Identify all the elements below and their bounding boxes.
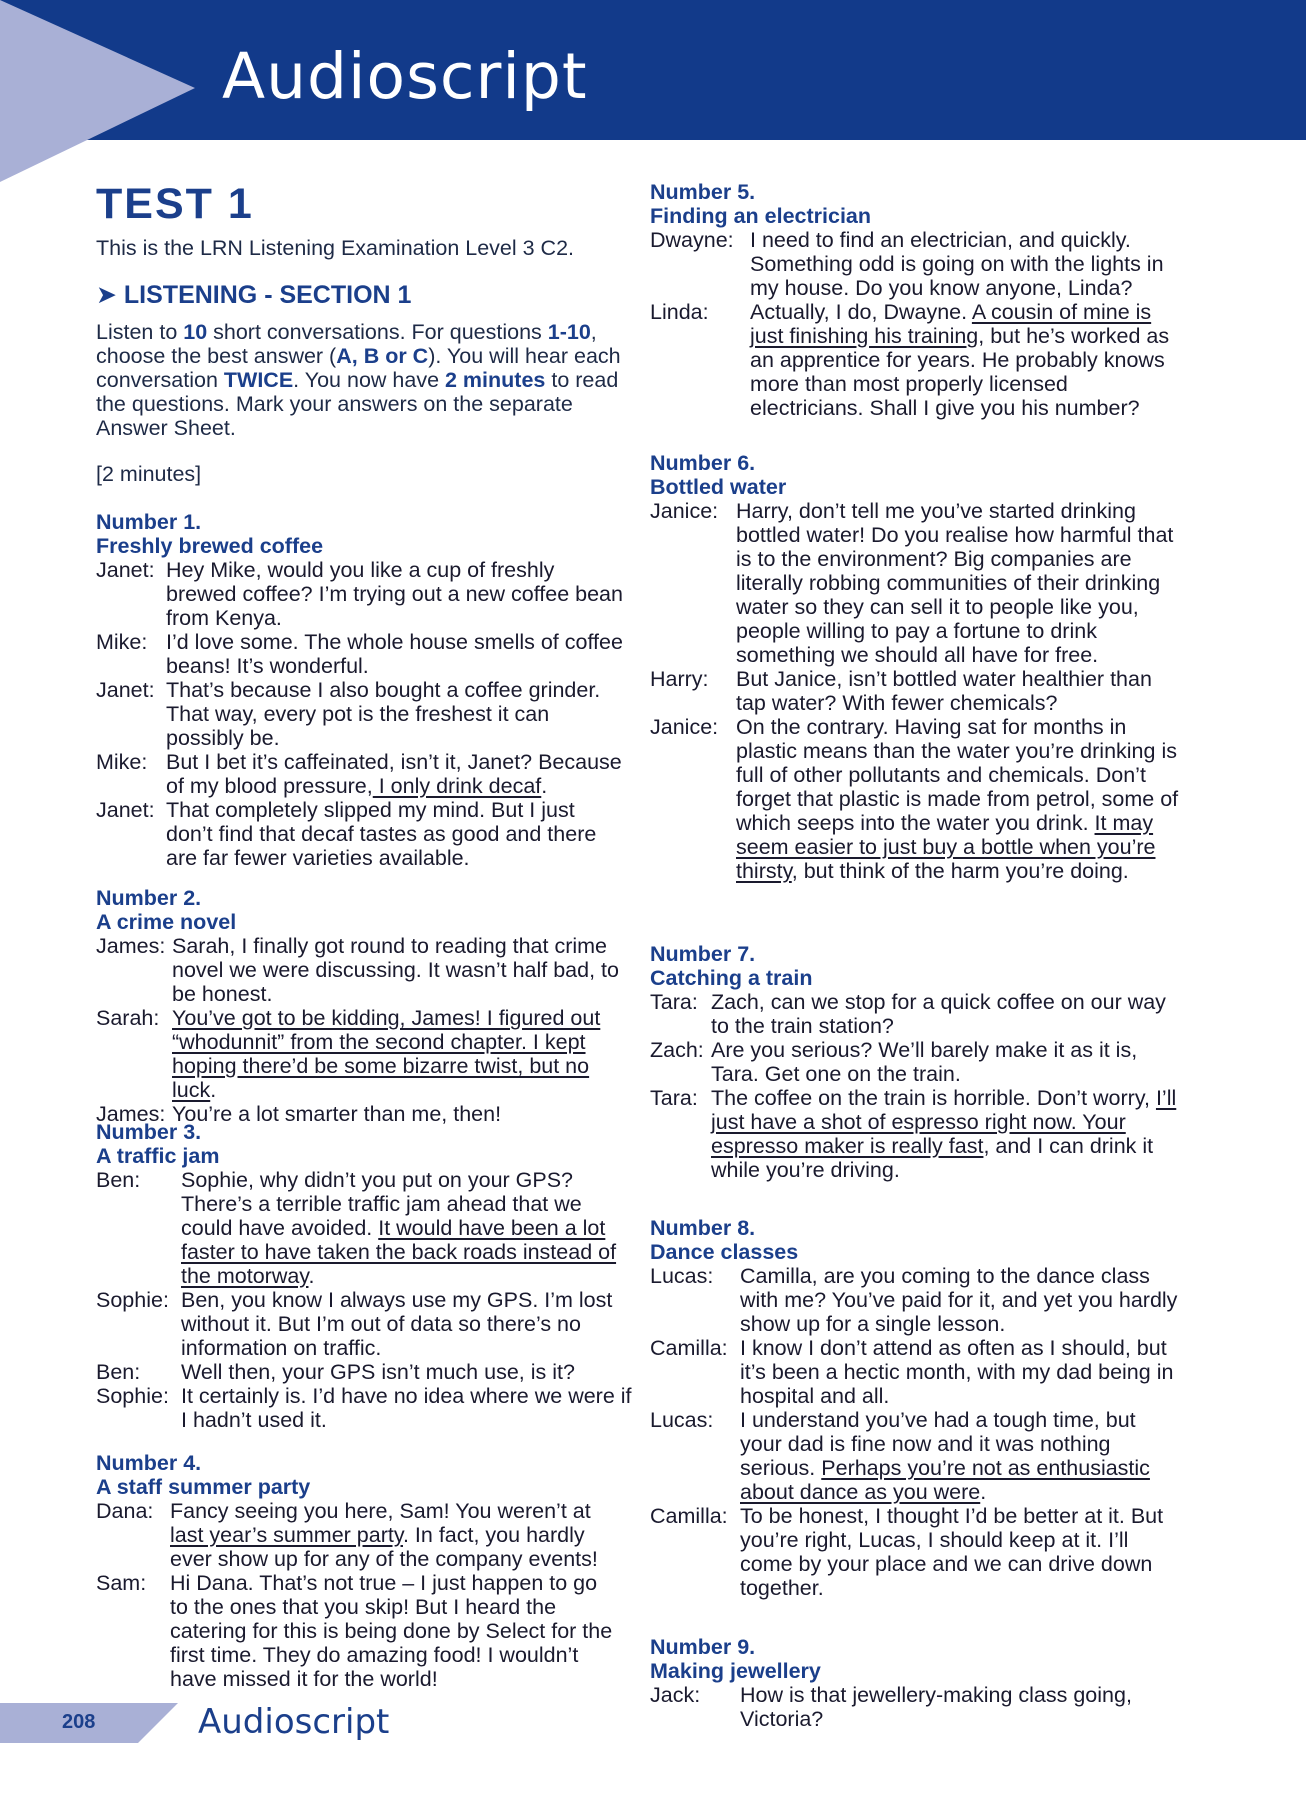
dialogue-line	[96, 1006, 636, 1102]
dialogue-text-part: Actually, I do, Dwayne.	[750, 300, 972, 324]
speaker-name: Sarah:	[96, 1006, 160, 1030]
speaker-name: Dwayne:	[650, 228, 734, 252]
test-title: TEST 1	[96, 180, 254, 228]
dialogue-text-part: That completely slipped my mind. But I just don’t find that decaf tastes as good and there are far fewer varieties available.	[166, 798, 597, 870]
speaker-name: Lucas:	[650, 1408, 714, 1432]
underlined-answer: I’ll just have a shot of espresso right now. Your espresso maker is really fast	[711, 1086, 1177, 1158]
conversation-number: Number 7.	[650, 942, 756, 966]
conversation-topic: Freshly brewed coffee	[96, 534, 324, 558]
dialogue-text-part: .	[210, 1078, 217, 1102]
dialogue-line	[650, 667, 1180, 715]
dialogue-text-part: Sarah, I finally got round to reading that crime novel we were discussing. It wasn’t half bad, to be honest.	[172, 934, 619, 1006]
dialogue-text-part: I need to find an electrician, and quickly. Something odd is going on with the lights in my house. Do you know anyone, Linda?	[750, 228, 1164, 300]
dialogue-line	[96, 1288, 636, 1360]
dialogue-text	[181, 1360, 636, 1384]
dialogue-text-part: To be honest, I thought I’d be better at it. But you’re right, Lucas, I should keep at it. I’ll come by your place and we can drive down together.	[740, 1504, 1164, 1600]
dialogue-text	[736, 667, 1180, 715]
dialogue-text-part: , and I can drink it while you’re driving.	[711, 1134, 1154, 1182]
dialogue-text-part: Fancy seeing you here, Sam! You weren’t at	[170, 1499, 591, 1523]
conversation-number: Number 2.	[96, 886, 202, 910]
dialogue-text-part: I know I don’t attend as often as I should, but it’s been a hectic month, with my dad being in hospital and all.	[740, 1336, 1174, 1408]
conversation-number: Number 9.	[650, 1635, 756, 1659]
dialogue-line	[96, 1499, 616, 1571]
dialogue-text-part: On the contrary. Having sat for months in plastic means than the water you’re drinking is full of other pollutants and chemicals. Don’t forget that plastic is made from petrol, some of which seeps into the water you drink.	[736, 715, 1179, 835]
conversation-7	[650, 942, 1180, 1182]
dialogue-line	[650, 1683, 1170, 1731]
dialogue-line	[650, 715, 1180, 883]
dialogue-text-part: .	[308, 1264, 315, 1288]
speaker-name: Mike:	[96, 630, 148, 654]
dialogue-text	[170, 1571, 616, 1691]
dialogue-line	[650, 1086, 1180, 1182]
speaker-name: Mike:	[96, 750, 148, 774]
dialogue-text-part: The coffee on the train is horrible. Don’t worry,	[711, 1086, 1156, 1110]
dialogue-text	[740, 1408, 1180, 1504]
conversation-topic: Catching a train	[650, 966, 813, 990]
dialogue-line	[650, 300, 1170, 420]
conversation-topic: Bottled water	[650, 475, 787, 499]
dialogue-text	[181, 1288, 636, 1360]
speaker-name: James:	[96, 934, 166, 958]
dialogue-text	[750, 300, 1170, 420]
dialogue-line	[96, 1360, 636, 1384]
dialogue-text-part: Hi Dana. That’s not true – I just happen to go to the ones that you skip! But I heard the catering for this is being done by Select for the first time. They do amazing food! I wouldn’t have missed it for the world!	[170, 1571, 613, 1691]
dialogue-text-part: It certainly is. I’d have no idea where we were if I hadn’t used it.	[181, 1384, 632, 1432]
dialogue-text-part: You’re a lot smarter than me, then!	[172, 1102, 502, 1126]
dialogue-text-part: . In fact, you hardly ever show up for any of the company events!	[170, 1523, 598, 1571]
dialogue-text	[166, 678, 626, 750]
dialogue-text-part: But Janice, isn’t bottled water healthier than tap water? With fewer chemicals?	[736, 667, 1152, 715]
conversation-topic: A traffic jam	[96, 1144, 220, 1168]
dialogue-text-part: That’s because I also bought a coffee grinder. That way, every pot is the freshest it can possibly be.	[166, 678, 601, 750]
speaker-name: Harry:	[650, 667, 709, 691]
speaker-name: Janice:	[650, 499, 719, 523]
dialogue-text	[750, 228, 1170, 300]
underlined-answer: Perhaps you’re not as enthusiastic about dance as you were	[740, 1456, 1150, 1504]
section-heading	[96, 280, 411, 310]
speaker-name: Ben:	[96, 1168, 141, 1192]
dialogue-line	[96, 630, 626, 678]
dialogue-text	[711, 990, 1180, 1038]
conversation-topic: Finding an electrician	[650, 204, 872, 228]
speaker-name: Ben:	[96, 1360, 141, 1384]
speaker-name: Linda:	[650, 300, 709, 324]
dialogue-line	[650, 1408, 1180, 1504]
dialogue-text	[181, 1168, 636, 1288]
dialogue-text	[711, 1086, 1180, 1182]
dialogue-text	[740, 1683, 1170, 1731]
conversation-number: Number 5.	[650, 180, 756, 204]
instructions: Listen to 10 short conversations. For questions 1-10, choose the best answer (A, B or C). You will hear each conversation TWICE. You now have 2 minutes to read the questions. Mark your answers on the separate Answer Sheet.	[96, 320, 621, 440]
conversation-topic: A staff summer party	[96, 1475, 311, 1499]
speaker-name: Sophie:	[96, 1384, 169, 1408]
conversation-1	[96, 510, 626, 870]
dialogue-text-part: I understand you’ve had a tough time, but your dad is fine now and it was nothing serious.	[740, 1408, 1136, 1480]
dialogue-line	[650, 1038, 1180, 1086]
dialogue-line	[96, 934, 636, 1006]
dialogue-line	[96, 558, 626, 630]
dialogue-line	[650, 228, 1170, 300]
dialogue-text-part: Zach, can we stop for a quick coffee on our way to the train station?	[711, 990, 1166, 1038]
conversation-number: Number 3.	[96, 1120, 202, 1144]
dialogue-line	[650, 1264, 1180, 1336]
conversation-topic: Dance classes	[650, 1240, 799, 1264]
underlined-answer: last year’s summer party	[170, 1523, 403, 1547]
dialogue-text-part: Are you serious? We’ll barely make it as it is, Tara. Get one on the train.	[711, 1038, 1138, 1086]
page-header	[0, 0, 1306, 140]
conversation-4	[96, 1451, 616, 1691]
dialogue-text-part: , but he’s worked as an apprentice for years. He probably knows more than most properly licensed electricians. Shall I give you his number?	[750, 324, 1170, 420]
header-title: Audioscript	[222, 40, 588, 113]
dialogue-line	[96, 678, 626, 750]
dialogue-text-part: But I bet it’s caffeinated, isn’t it, Janet? Because of my blood pressure,	[166, 750, 622, 798]
dialogue-text	[166, 630, 626, 678]
dialogue-line	[650, 1336, 1180, 1408]
timing-note: [2 minutes]	[96, 462, 202, 486]
dialogue-line	[650, 1504, 1180, 1600]
underlined-answer: A cousin of mine is just finishing his training	[750, 300, 1152, 348]
dialogue-text-part: .	[980, 1480, 987, 1504]
underlined-answer: It would have been a lot faster to have taken the back roads instead of the motorway	[181, 1216, 617, 1288]
underlined-answer: I only drink decaf	[372, 774, 542, 798]
dialogue-line	[650, 990, 1180, 1038]
underlined-answer: It may seem easier to just buy a bottle when you’re thirsty	[736, 811, 1156, 883]
dialogue-text	[170, 1499, 616, 1571]
conversation-2	[96, 886, 636, 1126]
conversation-8	[650, 1216, 1180, 1600]
dialogue-text	[711, 1038, 1180, 1086]
dialogue-line	[96, 798, 626, 870]
speaker-name: Dana:	[96, 1499, 154, 1523]
speaker-name: Janet:	[96, 678, 155, 702]
section-title: LISTENING - SECTION 1	[123, 281, 412, 309]
header-triangle-decoration	[0, 0, 195, 182]
speaker-name: Sam:	[96, 1571, 147, 1595]
conversation-9	[650, 1635, 1170, 1731]
dialogue-text-part: How is that jewellery-making class going, Victoria?	[740, 1683, 1132, 1731]
speaker-name: Sophie:	[96, 1288, 169, 1312]
page-number: 208	[62, 1711, 96, 1733]
dialogue-text-part: Hey Mike, would you like a cup of freshly brewed coffee? I’m trying out a new coffee bean from Kenya.	[166, 558, 623, 630]
dialogue-text-part: Ben, you know I always use my GPS. I’m lost without it. But I’m out of data so there’s no information on traffic.	[181, 1288, 613, 1360]
dialogue-line	[96, 1168, 636, 1288]
dialogue-text	[736, 715, 1180, 883]
dialogue-line	[650, 499, 1180, 667]
speaker-name: Camilla:	[650, 1336, 728, 1360]
underlined-answer: You’ve got to be kidding, James! I figured out “whodunnit” from the second chapter. I kept hoping there’d be some bizarre twist, but no luck	[172, 1006, 601, 1102]
dialogue-text-part: , but think of the harm you’re doing.	[791, 859, 1129, 883]
dialogue-text	[181, 1384, 636, 1432]
speaker-name: Janet:	[96, 558, 155, 582]
dialogue-text-part: Harry, don’t tell me you’ve started drinking bottled water! Do you realise how harmful that is to the environment? Big companies are literally robbing communities of their drinking water so they can sell it to people like you, people willing to pay a fortune to drink something we should all have for free.	[736, 499, 1174, 667]
conversation-topic: A crime novel	[96, 910, 237, 934]
speaker-name: Lucas:	[650, 1264, 714, 1288]
dialogue-text	[740, 1504, 1180, 1600]
conversation-6	[650, 451, 1180, 883]
dialogue-text-part: Sophie, why didn’t you put on your GPS? There’s a terrible traffic jam ahead that we could have avoided.	[181, 1168, 582, 1240]
conversation-topic: Making jewellery	[650, 1659, 821, 1683]
dialogue-text	[166, 750, 626, 798]
dialogue-text-part: Camilla, are you coming to the dance class with me? You’ve paid for it, and yet you hardly show up for a single lesson.	[740, 1264, 1178, 1336]
dialogue-text	[172, 1006, 636, 1102]
speaker-name: Janet:	[96, 798, 155, 822]
dialogue-text	[166, 558, 626, 630]
dialogue-line	[96, 750, 626, 798]
arrow-icon: ➤	[96, 281, 117, 309]
speaker-name: Tara:	[650, 1086, 698, 1110]
dialogue-text-part: I’d love some. The whole house smells of coffee beans! It’s wonderful.	[166, 630, 623, 678]
speaker-name: Janice:	[650, 715, 719, 739]
conversation-number: Number 4.	[96, 1451, 202, 1475]
dialogue-text-part: .	[541, 774, 548, 798]
footer-title: Audioscript	[198, 1702, 390, 1742]
dialogue-text	[166, 798, 626, 870]
dialogue-text	[736, 499, 1180, 667]
speaker-name: Tara:	[650, 990, 698, 1014]
speaker-name: Jack:	[650, 1683, 701, 1707]
speaker-name: Zach:	[650, 1038, 704, 1062]
dialogue-line	[96, 1571, 616, 1691]
conversation-number: Number 8.	[650, 1216, 756, 1240]
conversation-3	[96, 1120, 636, 1432]
dialogue-text	[740, 1264, 1180, 1336]
speaker-name: James:	[96, 1102, 166, 1126]
conversation-5	[650, 180, 1170, 420]
speaker-name: Camilla:	[650, 1504, 728, 1528]
dialogue-line	[96, 1384, 636, 1432]
conversation-number: Number 1.	[96, 510, 202, 534]
dialogue-text-part: Well then, your GPS isn’t much use, is it?	[181, 1360, 575, 1384]
dialogue-text	[740, 1336, 1180, 1408]
conversation-number: Number 6.	[650, 451, 756, 475]
dialogue-text	[172, 934, 636, 1006]
intro-text: This is the LRN Listening Examination Level 3 C2.	[96, 236, 575, 260]
